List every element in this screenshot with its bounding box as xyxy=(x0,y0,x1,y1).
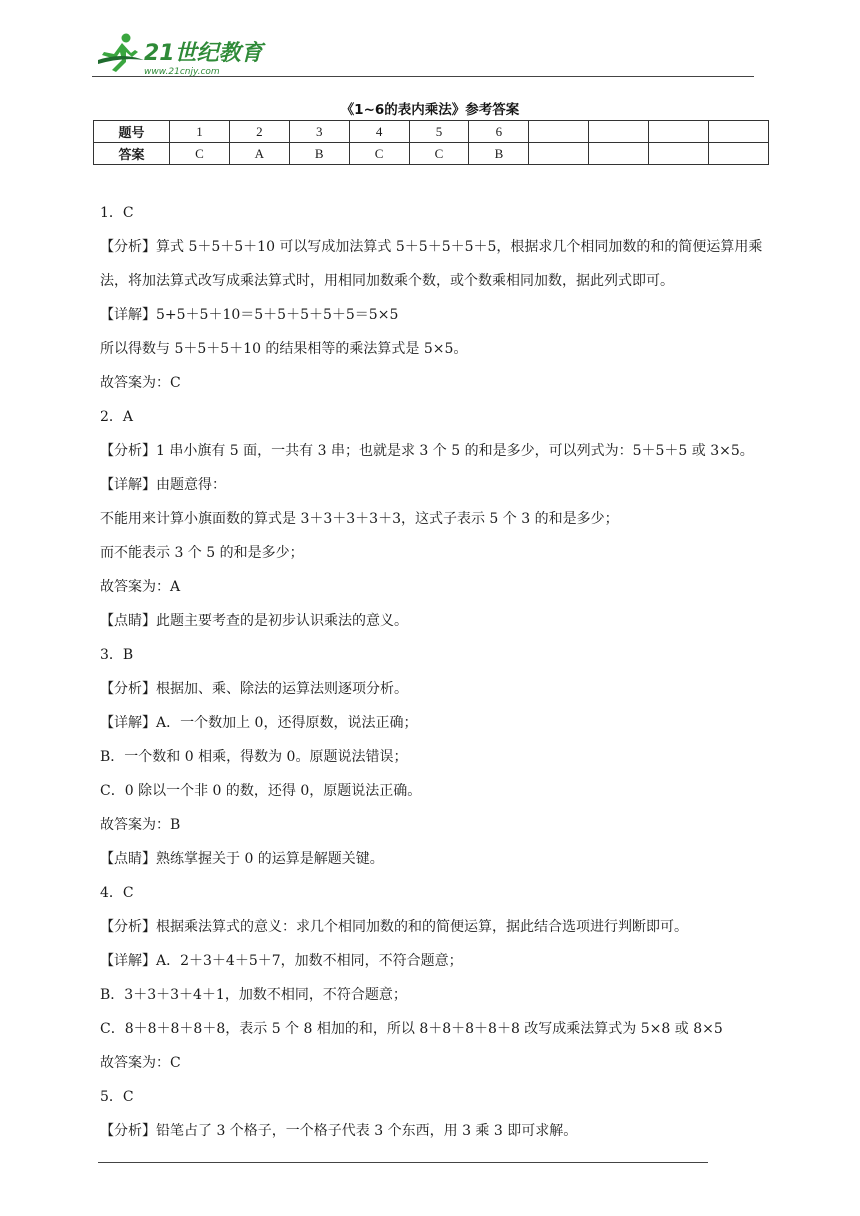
text-line: 而不能表示 3 个 5 的和是多少； xyxy=(100,545,304,561)
table-cell xyxy=(529,121,589,143)
solution-body xyxy=(100,196,770,1148)
text-line: B．3＋3＋3＋4＋1，加数不相同，不符合题意； xyxy=(100,987,407,1003)
table-row-numbers xyxy=(94,121,769,143)
logo-url: www.21cnjy.com xyxy=(144,67,220,77)
analysis-paragraph: 【分析】1 串小旗有 5 面，一共有 3 串；也就是求 3 个 5 的和是多少，可以列式为：5＋5＋5 或 3×5。 xyxy=(100,443,754,459)
answer-line: 故答案为：C xyxy=(100,375,181,391)
text-line: B．一个数和 0 相乘，得数为 0。原题说法错误； xyxy=(100,749,408,765)
table-row-answers xyxy=(94,143,769,165)
table-cell: 1 xyxy=(170,121,230,143)
analysis-paragraph: 【分析】铅笔占了 3 个格子，一个格子代表 3 个东西，用 3 乘 3 即可求解。 xyxy=(100,1123,578,1139)
logo-text: 21世纪教育 xyxy=(144,41,263,66)
analysis-paragraph: 【分析】根据乘法算式的意义：求几个相同加数的和的简便运算，据此结合选项进行判断即可。 xyxy=(100,919,688,935)
text-line: 不能用来计算小旗面数的算式是 3＋3＋3＋3＋3，这式子表示 5 个 3 的和是多少； xyxy=(100,511,619,527)
table-cell: 6 xyxy=(469,121,529,143)
table-cell: A xyxy=(229,143,289,165)
table-cell: B xyxy=(289,143,349,165)
answer-line: 故答案为：C xyxy=(100,1055,181,1071)
table-cell xyxy=(589,121,649,143)
detail-paragraph: 【详解】A．一个数加上 0，还得原数，说法正确； xyxy=(100,715,418,731)
row-label-answer: 答案 xyxy=(94,143,170,165)
analysis-paragraph: 【分析】根据加、乘、除法的运算法则逐项分析。 xyxy=(100,681,408,697)
table-cell: C xyxy=(409,143,469,165)
document-title: 《1~6的表内乘法》参考答案 xyxy=(340,102,520,118)
table-cell: 3 xyxy=(289,121,349,143)
text-line: C．0 除以一个非 0 的数，还得 0，原题说法正确。 xyxy=(100,783,422,799)
table-cell xyxy=(589,143,649,165)
text-line: C．8＋8＋8＋8＋8，表示 5 个 8 相加的和，所以 8＋8＋8＋8＋8 改写成乘法算式为 5×8 或 8×5 xyxy=(100,1021,723,1037)
answer-table xyxy=(93,120,769,165)
table-cell: C xyxy=(349,143,409,165)
table-cell: 5 xyxy=(409,121,469,143)
answer-line: 故答案为：B xyxy=(100,817,181,833)
table-cell: B xyxy=(469,143,529,165)
question-number: 1．C xyxy=(100,205,134,221)
text-line: 所以得数与 5＋5＋5＋10 的结果相等的乘法算式是 5×5。 xyxy=(100,341,468,357)
answer-line: 故答案为：A xyxy=(100,579,181,595)
comment-paragraph: 【点睛】熟练掌握关于 0 的运算是解题关键。 xyxy=(100,851,384,867)
analysis-paragraph: 【分析】算式 5＋5＋5＋10 可以写成加法算式 5＋5＋5＋5＋5，根据求几个相同加数的和的简便运算用乘法，将加法算式改写成乘法算式时，用相同加数乘个数，或个数乘相同加数，据此列式即可。 xyxy=(100,239,763,289)
footer-divider xyxy=(98,1162,708,1163)
21cnjy-logo xyxy=(92,30,272,78)
question-number: 3．B xyxy=(100,647,134,663)
table-cell xyxy=(709,143,769,165)
table-cell xyxy=(529,143,589,165)
table-cell: 4 xyxy=(349,121,409,143)
detail-paragraph: 【详解】5+5＋5＋10＝5＋5＋5＋5＋5＝5×5 xyxy=(100,307,399,323)
table-cell xyxy=(649,121,709,143)
table-cell: C xyxy=(170,143,230,165)
table-cell xyxy=(709,121,769,143)
table-cell: 2 xyxy=(229,121,289,143)
question-number: 4．C xyxy=(100,885,134,901)
detail-paragraph: 【详解】A．2＋3＋4＋5＋7，加数不相同，不符合题意； xyxy=(100,953,463,969)
comment-paragraph: 【点睛】此题主要考查的是初步认识乘法的意义。 xyxy=(100,613,408,629)
detail-paragraph: 【详解】由题意得： xyxy=(100,477,226,493)
table-cell xyxy=(649,143,709,165)
question-number: 5．C xyxy=(100,1089,134,1105)
header-divider xyxy=(92,76,754,77)
row-label-number: 题号 xyxy=(94,121,170,143)
question-number: 2．A xyxy=(100,409,134,425)
page-header xyxy=(92,30,756,80)
